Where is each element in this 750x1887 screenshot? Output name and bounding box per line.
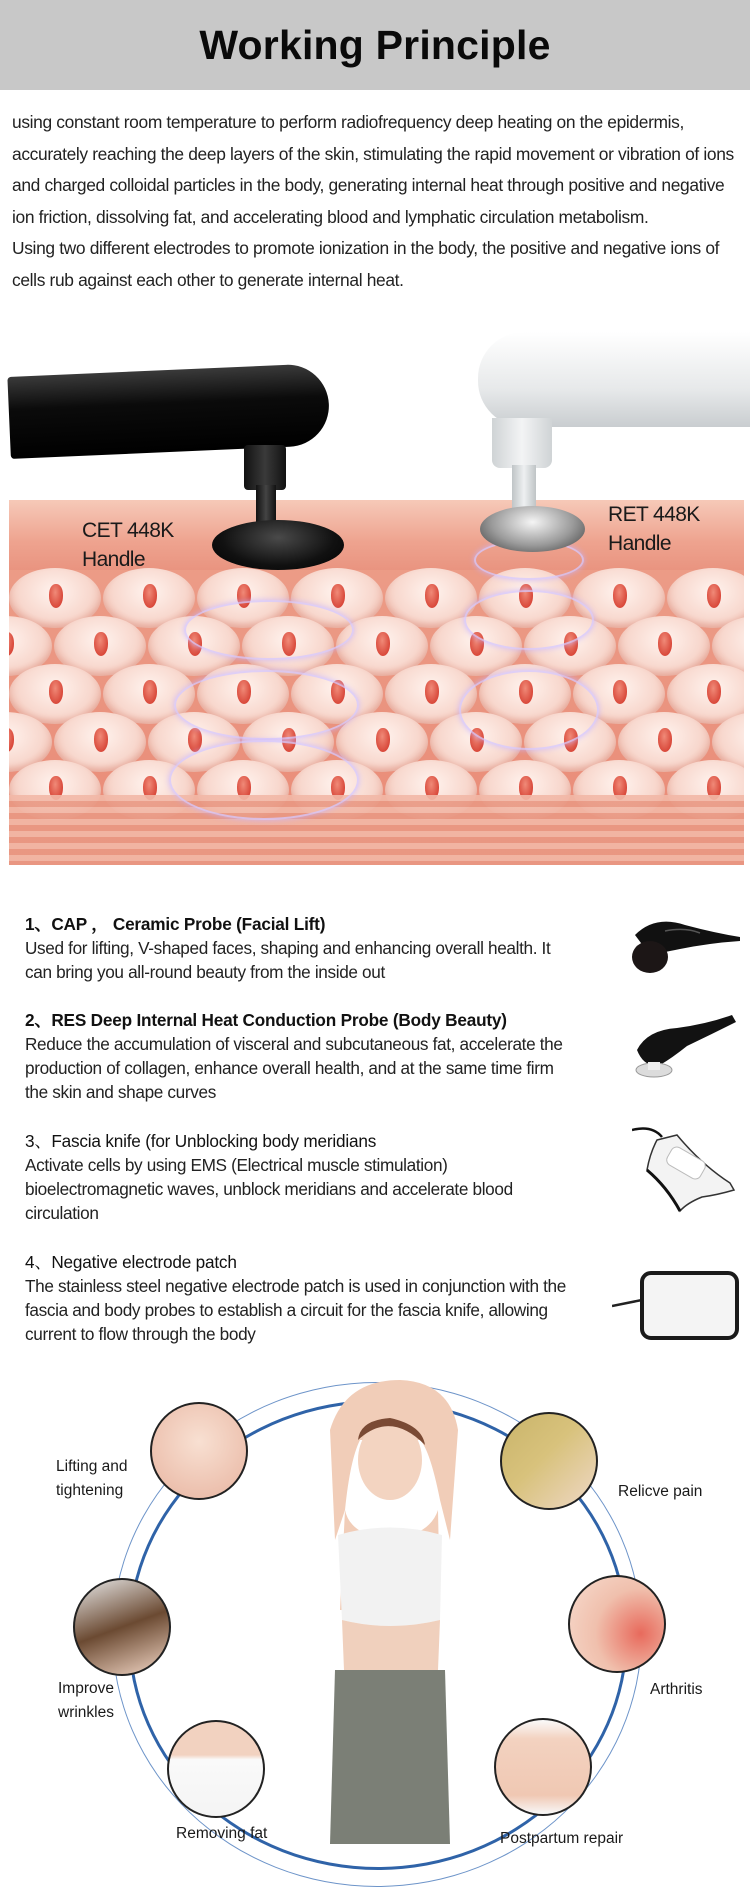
working-principle-illustration (0, 320, 750, 865)
rf-wave-icon (459, 670, 599, 750)
feature-description: Activate cells by using EMS (Electrical muscle stimulation) bioelectromagnetic waves, unblock meridians and accelerate blood circulation (25, 1155, 513, 1223)
ceramic-probe-image (625, 915, 740, 975)
rf-wave-icon (174, 670, 359, 740)
feature-description: Used for lifting, V-shaped faces, shaping and enhancing overall health. It can bring you all-round beauty from the inside out (25, 938, 551, 982)
intro-text (12, 107, 742, 296)
model-image (290, 1370, 490, 1844)
feature-item-fascia-knife (25, 1129, 725, 1225)
cet-electrode-disc (212, 520, 344, 570)
ret-label: RET 448K Handle (608, 503, 700, 555)
intro-paragraph-1: using constant room temperature to perform radiofrequency deep heating on the epidermis, accurately reaching the deep layers of the skin, stimulating the rapid movement or vibration of ions and charged colloidal particles in the body, generating internal heat through positive and negative ion friction, dissolving fat, and accelerating blood and lymphatic circulation metabolism. (12, 112, 734, 227)
cet-label: CET 448K Handle (82, 519, 174, 571)
benefit-label-wrinkles: Improve wrinkles (58, 1680, 114, 1721)
benefit-label-fat-removal: Removing fat (176, 1825, 268, 1842)
ret-electrode-disc (480, 506, 585, 552)
feature-description: Reduce the accumulation of visceral and subcutaneous fat, accelerate the production of collagen, enhance overall health, and at the same time firm the skin and shape curves (25, 1034, 563, 1102)
benefits-diagram (0, 1360, 750, 1847)
fascia-knife-image (632, 1125, 742, 1215)
feature-title: 2、RES Deep Internal Heat Conduction Probe (Body Beauty) (25, 1010, 507, 1030)
ret-handle-image (478, 332, 750, 427)
header-banner (0, 0, 750, 90)
benefit-label-arthritis: Arthritis (650, 1681, 703, 1698)
body-probe-image (632, 1010, 742, 1085)
benefit-image-fat-removal (167, 1720, 265, 1818)
benefit-label-postpartum: Postpartum repair (500, 1830, 624, 1847)
electrode-patch-image (612, 1268, 742, 1343)
benefit-label-pain-relief: Relicve pain (618, 1483, 703, 1500)
feature-title: 1、CAP ， Ceramic Probe (Facial Lift) (25, 914, 326, 934)
intro-paragraph-2: Using two different electrodes to promote ionization in the body, the positive and negative ions of cells rub against each other to generate internal heat. (12, 238, 720, 290)
rf-wave-icon (184, 600, 354, 660)
benefit-image-pain-relief (500, 1412, 598, 1510)
feature-item-ceramic-probe (25, 912, 725, 984)
rf-wave-icon (464, 590, 594, 650)
benefit-image-lifting (150, 1402, 248, 1500)
benefit-label-lifting: Lifting and tightening (56, 1458, 128, 1499)
feature-title: 4、Negative electrode patch (25, 1252, 237, 1272)
benefit-image-arthritis (568, 1575, 666, 1673)
feature-item-body-probe (25, 1008, 725, 1104)
benefit-image-wrinkles (73, 1578, 171, 1676)
rf-wave-icon (169, 740, 359, 820)
skin-cells (9, 568, 744, 808)
feature-title: 3、Fascia knife (for Unblocking body meridians (25, 1131, 377, 1151)
feature-description: The stainless steel negative electrode patch is used in conjunction with the fascia and body probes to establish a circuit for the fascia knife, allowing current to flow through the body (25, 1276, 566, 1344)
page-title: Working Principle (199, 21, 551, 68)
benefit-image-postpartum (494, 1718, 592, 1816)
